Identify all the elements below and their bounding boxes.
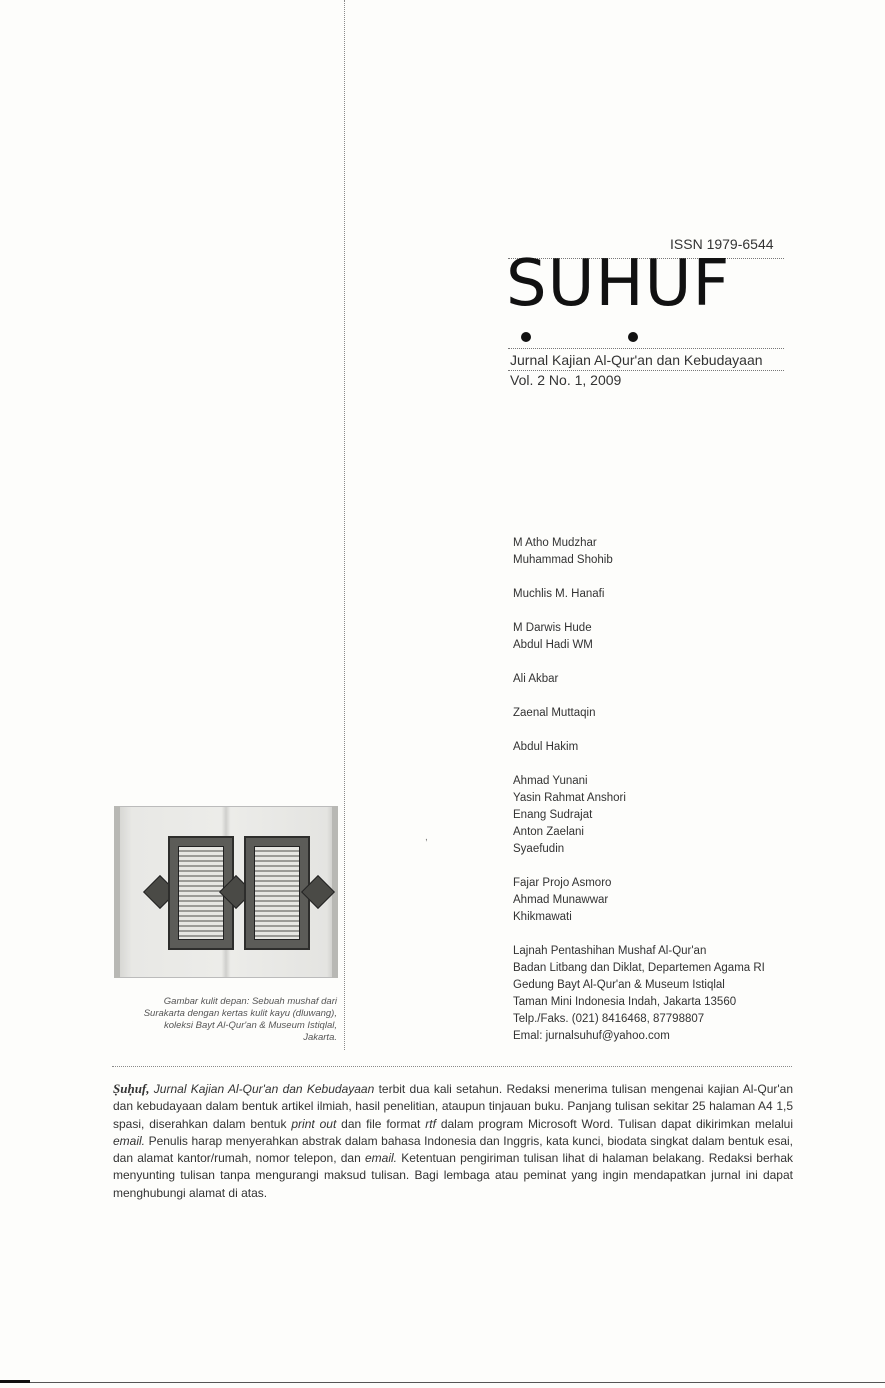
address-line: Telp./Faks. (021) 8416468, 87798807: [513, 1013, 705, 1025]
caption-line: koleksi Bayt Al-Qur'an & Museum Istiqlal,: [163, 1020, 337, 1031]
masthead-rule-bottom: [508, 370, 784, 371]
caption-line: Gambar kulit depan: Sebuah mushaf dari: [163, 996, 337, 1007]
paragraph-term: email.: [364, 1151, 397, 1166]
staff-name: Yasin Rahmat Anshori: [513, 792, 626, 804]
journal-name: Jurnal Kajian Al-Qur'an dan Kebudayaan: [153, 1082, 375, 1096]
journal-brand: Ṣuḥuf,: [113, 1081, 150, 1096]
caption-line: Jakarta.: [303, 1032, 337, 1043]
address-line: Emal: jurnalsuhuf@yahoo.com: [513, 1030, 670, 1042]
cover-image-mushaf: [114, 806, 338, 978]
address-line: Lajnah Pentashihan Mushaf Al-Qur'an: [513, 945, 707, 957]
role-names: [513, 535, 613, 569]
address-line: Gedung Bayt Al-Qur'an & Museum Istiqlal: [513, 979, 725, 991]
role-names: [513, 773, 626, 858]
role-names: [513, 671, 558, 688]
staff-name: Ahmad Munawwar: [513, 894, 609, 906]
staff-name: M Atho Mudzhar: [513, 537, 597, 549]
address-line: Taman Mini Indonesia Indah, Jakarta 13560: [513, 996, 737, 1008]
paragraph-text: terbit dua kali setahun. Redaksi menerima tulisan mengenai kajian Al-Qur'an dan kebudayaan dalam bentuk artikel ilmiah, hasil penelitian, ataupun tinjauan buku. Panjang tulisan sekitar 25 halaman A4 1,5 spasi, diserahkan dalam bentuk: [113, 1082, 794, 1131]
manuscript-panel-right: [244, 836, 310, 950]
address-line: Badan Litbang dan Diklat, Departemen Agama RI: [513, 962, 765, 974]
journal-title: SUHUF: [506, 247, 731, 321]
staff-name: Khikmawati: [513, 911, 572, 923]
staff-name: Enang Sudrajat: [513, 809, 593, 821]
issn-number: ISSN 1979-6544: [670, 236, 774, 252]
role-names: [513, 620, 593, 654]
staff-name: M Darwis Hude: [513, 622, 592, 634]
masthead-rule-middle: [508, 348, 784, 349]
role-names: [513, 586, 604, 603]
paragraph-text: dalam program Microsoft Word. Tulisan dapat dikirimkan melalui: [435, 1116, 793, 1131]
horizontal-dotted-divider: [112, 1066, 792, 1067]
staff-name: Ahmad Yunani: [513, 775, 588, 787]
manuscript-text-right: [254, 846, 300, 940]
paragraph-term: rtf: [425, 1116, 436, 1131]
submission-guidelines-paragraph: [113, 1080, 793, 1202]
volume-issue: Vol. 2 No. 1, 2009: [510, 372, 622, 388]
staff-name: Anton Zaelani: [513, 826, 584, 838]
caption-line: Surakarta dengan kertas kulit kayu (dluwang),: [143, 1008, 337, 1019]
title-underdot-s: [521, 332, 531, 342]
staff-name: Zaenal Muttaqin: [513, 707, 596, 719]
staff-name: Fajar Projo Asmoro: [513, 877, 612, 889]
book-edge-left: [114, 806, 120, 978]
paragraph-text: dan file format: [336, 1116, 426, 1131]
staff-name: Muhammad Shohib: [513, 554, 613, 566]
page-bottom-rule: [0, 1382, 885, 1383]
paragraph-text: Ketentuan pengiriman tulisan lihat di halaman belakang. Redaksi berhak menyunting tulisan tanpa mengurangi maksud tulisan. Bagi lembaga atau peminat yang ingin mendapatkan jurnal ini dapat menghubungi alamat di atas.: [113, 1151, 793, 1200]
cover-caption: [97, 996, 337, 1044]
paragraph-text: Penulis harap menyerahkan abstrak dalam bahasa Indonesia dan Inggris, kata kunci, biodata singkat dalam bentuk esai, dan alamat kantor/rumah, nomor telepon, dan: [113, 1133, 793, 1166]
staff-name: Abdul Hakim: [513, 741, 579, 753]
role-names: [513, 705, 595, 722]
staff-name: Abdul Hadi WM: [513, 639, 593, 651]
staff-name: Muchlis M. Hanafi: [513, 588, 605, 600]
manuscript-text-left: [178, 846, 224, 940]
role-names: [513, 739, 578, 756]
address-lines: [513, 943, 765, 1045]
role-names: [513, 875, 611, 926]
stray-mark: ,: [425, 832, 428, 843]
paragraph-term: email.: [113, 1133, 146, 1148]
staff-name: Syaefudin: [513, 843, 565, 855]
vertical-dotted-divider: [344, 0, 345, 1050]
paragraph-term: print out: [291, 1116, 337, 1131]
title-underdot-h: [628, 332, 638, 342]
staff-name: Ali Akbar: [513, 673, 559, 685]
crop-mark: [0, 1380, 30, 1383]
journal-subtitle: Jurnal Kajian Al-Qur'an dan Kebudayaan: [510, 352, 763, 368]
